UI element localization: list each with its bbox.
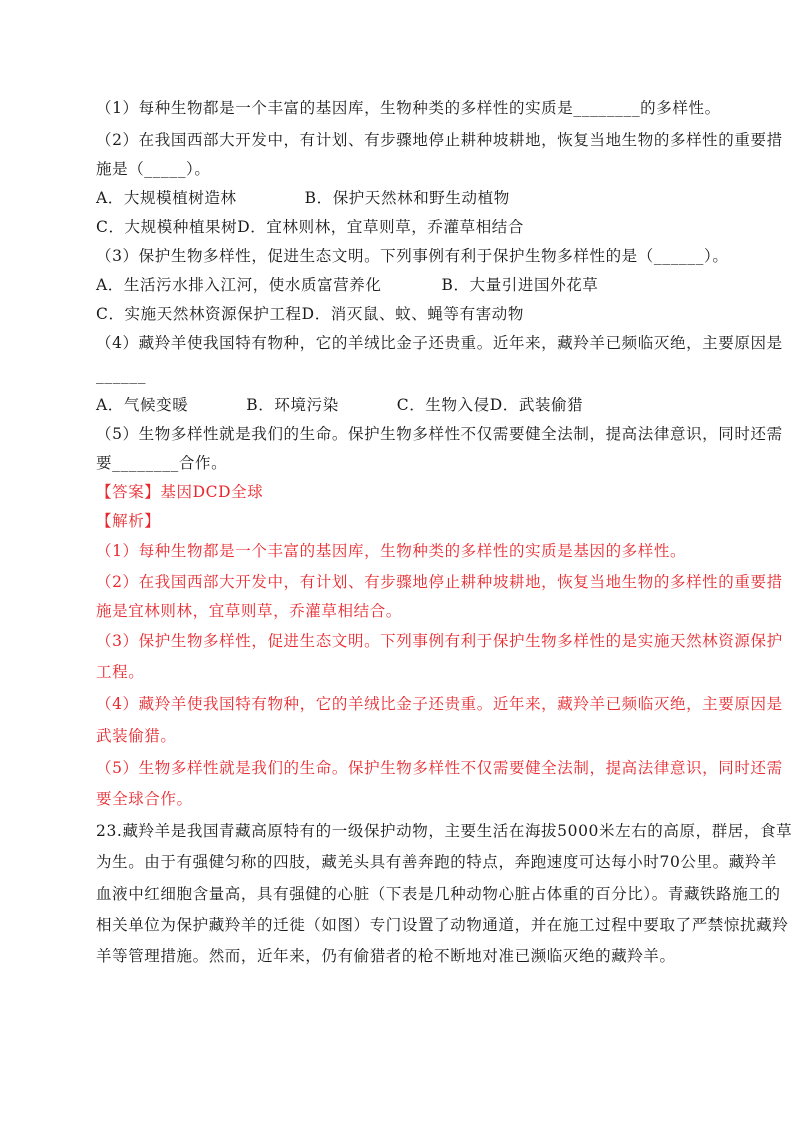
q2-option-b: B．保护天然林和野生动植物 bbox=[304, 189, 510, 207]
question-4-line-1: （4）藏羚羊使我国特有物种，它的羊绒比金子还贵重。近年来，藏羚羊已频临灭绝，主要原因是 bbox=[96, 334, 783, 352]
analysis-4-line-1: （4）藏羚羊使我国特有物种，它的羊绒比金子还贵重。近年来，藏羚羊已频临灭绝，主要原因是 bbox=[96, 695, 783, 713]
question-5-line-2: 要________合作。 bbox=[96, 454, 228, 472]
question-1: （1）每种生物都是一个丰富的基因库，生物种类的多样性的实质是________的多样性。 bbox=[96, 99, 721, 117]
analysis-1: （1）每种生物都是一个丰富的基因库，生物种类的多样性的实质是基因的多样性。 bbox=[96, 542, 687, 560]
question-4-options bbox=[96, 395, 583, 415]
analysis-3-line-1: （3）保护生物多样性，促进生态文明。下列事例有利于保护生物多样性的是实施天然林资源保护 bbox=[96, 632, 783, 650]
q3-option-a: A．生活污水排入江河，使水质富营养化 bbox=[96, 276, 382, 294]
question-2-line-2: 施是（_____）。 bbox=[96, 160, 211, 178]
question-23-line-2: 为生。由于有强健匀称的四肢，藏羌头具有善奔跑的特点，奔跑速度可达每小时70公里。藏羚羊 bbox=[96, 853, 778, 871]
question-4-blank: ______ bbox=[96, 366, 147, 384]
question-23-line-3: 血液中红细胞含量高，具有强健的心脏（下表是几种动物心脏占体重的百分比）。青藏铁路施工的 bbox=[96, 885, 781, 903]
answer-label: 【答案】基因DCD全球 bbox=[96, 483, 264, 501]
analysis-4-line-2: 武装偷猎。 bbox=[96, 727, 177, 745]
q4-option-a: A．气候变暖 bbox=[96, 396, 189, 414]
question-3-line-1: （3）保护生物多样性，促进生态文明。下列事例有利于保护生物多样性的是（______）。 bbox=[96, 247, 729, 265]
question-23-line-5: 羊等管理措施。然而，近年来，仍有偷猎者的枪不断地对准已濒临灭绝的藏羚羊。 bbox=[96, 947, 676, 965]
question-23-line-4: 相关单位为保护藏羚羊的迁徙（如图）专门设置了动物通道，并在施工过程中要取了严禁惊扰藏羚 bbox=[96, 916, 789, 934]
question-5-line-1: （5）生物多样性就是我们的生命。保护生物多样性不仅需要健全法制，提高法律意识，同时还需 bbox=[96, 425, 783, 443]
q3-option-b: B．大量引进国外花草 bbox=[441, 276, 599, 294]
q4-option-cd: C．生物入侵D．武装偷猎 bbox=[396, 396, 584, 414]
question-2-line-1: （2）在我国西部大开发中，有计划、有步骤地停止耕种坡耕地，恢复当地生物的多样性的重要措 bbox=[96, 131, 783, 149]
analysis-5-line-2: 要全球合作。 bbox=[96, 790, 193, 808]
analysis-5-line-1: （5）生物多样性就是我们的生命。保护生物多样性不仅需要健全法制，提高法律意识，同时还需 bbox=[96, 759, 783, 777]
analysis-3-line-2: 工程。 bbox=[96, 663, 145, 681]
analysis-2-line-2: 施是宜林则林，宜草则草，乔灌草相结合。 bbox=[96, 602, 402, 620]
question-2-options-cd: C．大规模种植果树D．宜林则林，宜草则草，乔灌草相结合 bbox=[96, 218, 524, 236]
analysis-label: 【解析】 bbox=[96, 512, 161, 530]
q4-option-b: B．环境污染 bbox=[246, 396, 339, 414]
question-3-options-cd: C．实施天然林资源保护工程D．消灭鼠、蚊、蝇等有害动物 bbox=[96, 305, 524, 323]
analysis-2-line-1: （2）在我国西部大开发中，有计划、有步骤地停止耕种坡耕地，恢复当地生物的多样性的重要措 bbox=[96, 573, 783, 591]
question-2-options-ab bbox=[96, 188, 510, 208]
question-3-options-ab bbox=[96, 275, 598, 295]
question-23-line-1: 23.藏羚羊是我国青藏高原特有的一级保护动物，主要生活在海拔5000米左右的高原，群居，食草 bbox=[96, 822, 793, 840]
q2-option-a: A．大规模植树造林 bbox=[96, 189, 237, 207]
